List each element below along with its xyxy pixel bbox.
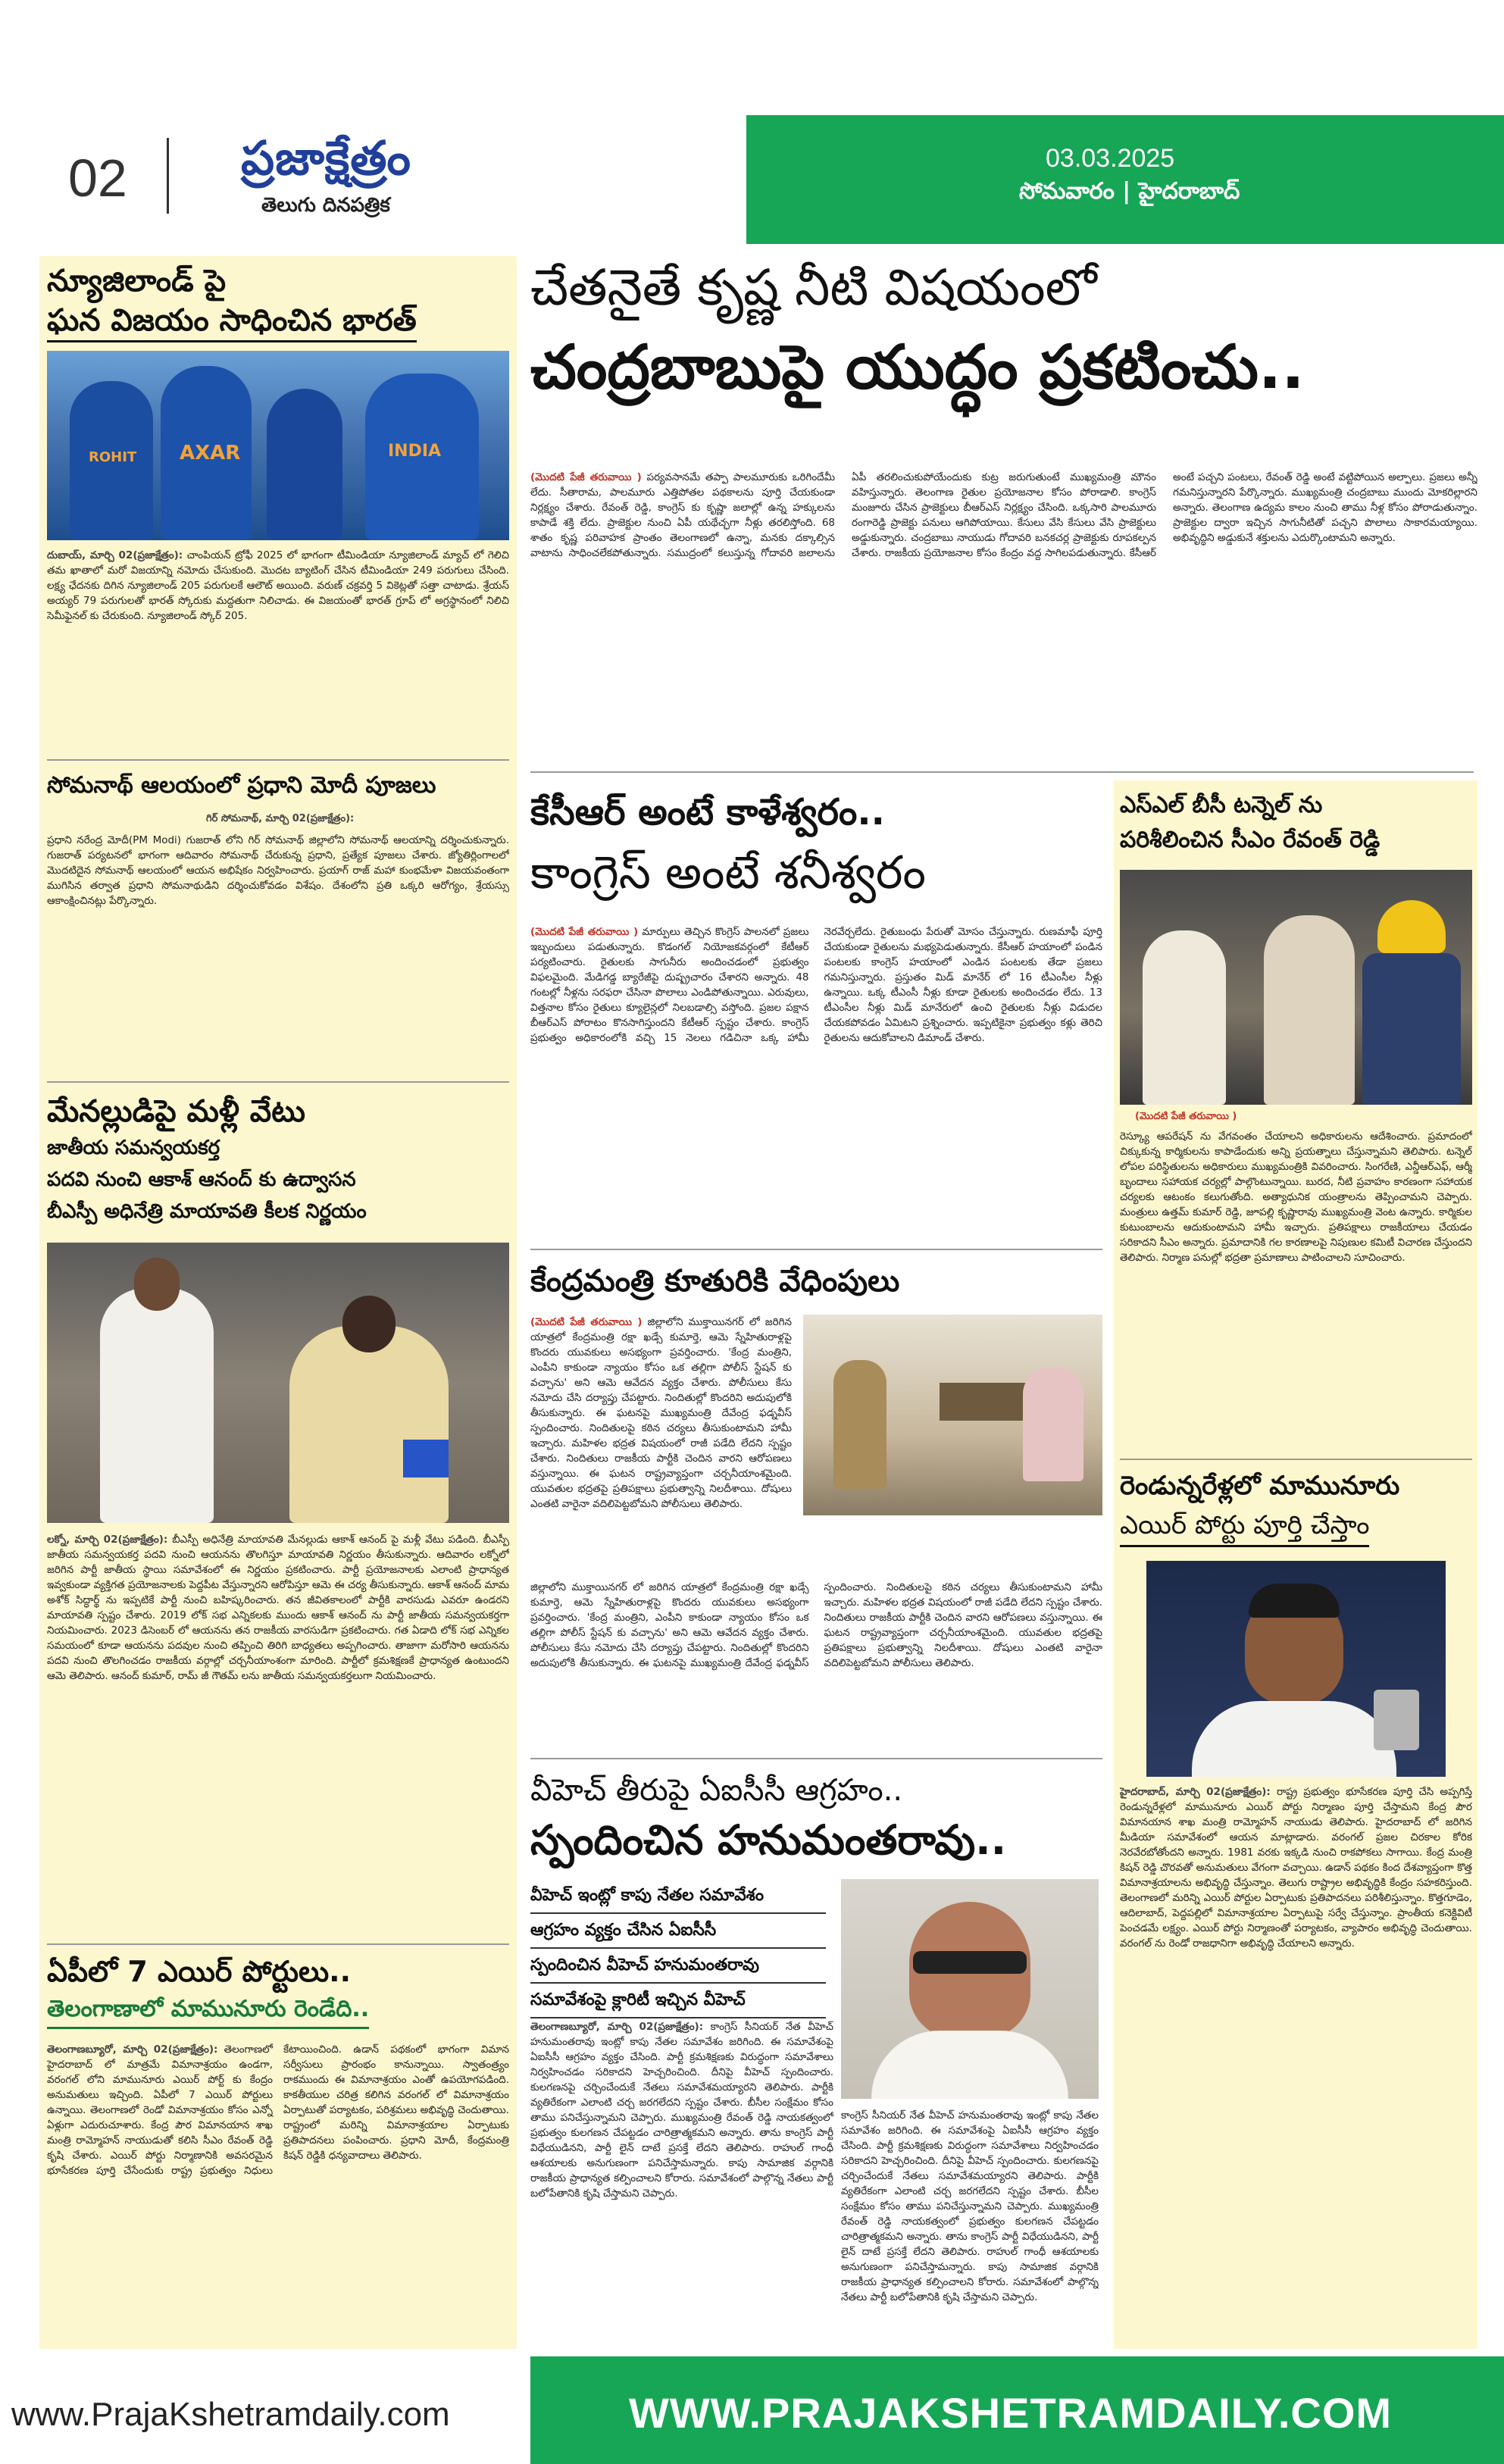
divider <box>47 1943 509 1945</box>
vh-body <box>530 2019 833 2341</box>
minister-body-text-cont: జిల్లాలోని ముక్తాయినగర్ లో జరిగిన యాత్రలో కేంద్రమంత్రి రక్షా ఖడ్సే కుమార్తె, ఆమె స్నేహితురాళ్లపై కొందరు యువకులు అసభ్యంగా ప్రవర్తించారు. 'కేంద్ర మంత్రిని, ఎంపీని కాకుండా న్యాయం కోసం ఒక తల్లిగా పోలీస్ స్టేషన్ కు వచ్చాను' అని ఆమె ఆవేదన వ్యక్తం చేశారు. పోలీసులు కేసు నమోదు చేసి దర్యాప్తు చేపట్టారు. నిందితుల్లో కొందరిని అదుపులోకి తీసుకున్నారు. ఈ ఘటనపై ముఖ్యమంత్రి దేవేంద్ర ఫడ్నవీస్ స్పందించారు. నిందితులపై కఠిన చర్యలు తీసుకుంటామని హామీ ఇచ్చారు. మహిళల భద్రత విషయంలో రాజీ పడేది లేదని స్పష్టం చేశారు. నిందితులు రాజకీయ పార్టీకి చెందిన వారని ఆరోపణలు వస్తున్నాయి. ఈ ఘటన రాష్ట్రవ్యాప్తంగా చర్చనీయాంశమైంది. యువతుల భద్రతపై ప్రతిపక్షాలు ప్రభుత్వాన్ని నిలదీశాయి. దోషులు ఎంతటి వారైనా వదిలిపెట్టబోమని పోలీసులు తెలిపారు. <box>530 1581 1102 1669</box>
story-ap-airports <box>47 1951 509 2345</box>
lead-story <box>523 250 1481 765</box>
lead-credit: (మొదటి పేజీ తరువాయి ) <box>530 471 642 483</box>
jersey-text-rohit: ROHIT <box>89 449 137 465</box>
kaleshwaram-body-text: మార్పులు తెచ్చిన కొంగ్రెస్ పాలనలో ప్రజలు ఇబ్బందులు పడుతున్నారు. కొడంగల్ నియోజకవర్గంలో కేటీఆర్ పర్యటించారు. రైతులకు సాగునీరు అందించడంలో ప్రభుత్వం విఫలమైంది. మేడిగడ్డ బ్యారేజీపై దుష్ప్రచారం చేశారని అన్నారు. 48 గంటల్లో నీళ్లను సరఫరా చేసినా పొలాలు ఎండిపోతున్నాయి. ఎరువులు, విత్తనాల కోసం రైతులు క్యూలైన్లలో నిలబడాల్సి వస్తోంది. ప్రజల పక్షాన బీఆర్ఎస్ పోరాటం కొనసాగిస్తుందని కేటీఆర్ స్పష్టం చేశారు. కాంగ్రెస్ ప్రభుత్వం అధికారంలోకి వచ్చి 15 నెలలు గడిచినా ఒక్క హామీ నెరవేర్చలేదు. రైతుబంధు పేరుతో మోసం చేస్తున్నారు. రుణమాఫీ పూర్తి చేయకుండా రైతులను మభ్యపెడుతున్నారు. కేసీఆర్ హయాంలో పండిన పంటలకు కాంగ్రెస్ హయాంలో ఎండిన పంటలకు తేడా ప్రజలు గమనిస్తున్నారు. ప్రస్తుతం మిడ్ మానేర్ లో 16 టీఎంసీల నీళ్లు ఉన్నాయి. ఒక్క టీఎంసీ నీళ్లు కూడా రైతులకు అందించడం లేదు. 13 టీఎంసీల నీళ్లు మిడ్ మానేరులో ఉంచి రైతులకు నీళ్లు విడుదల చేయకపోవడం ఏమిటని ప్రశ్నించారు. ఇప్పటికైనా ప్రభుత్వం కళ్లు తెరిచి రైతులను ఆదుకోవాలని డిమాండ్ చేశారు. <box>530 926 1102 1044</box>
story-nz <box>47 261 509 754</box>
mamunuru-headline-1: రెండున్నరేళ్లలో మామునూరు <box>1120 1471 1400 1501</box>
pm-headline: సోమనాథ్ ఆలయంలో ప్రధాని మోదీ పూజలు <box>47 772 436 799</box>
masthead <box>0 0 1504 244</box>
mayawati-headline-1: మేనల్లుడిపై మళ్లీ వేటు <box>47 1094 305 1129</box>
paper-tagline: తెలుగు దినపత్రిక <box>261 194 390 217</box>
story-slbc <box>1120 788 1472 1455</box>
story-vh <box>523 1765 1106 2349</box>
mayawati-body <box>47 1532 509 1934</box>
vh-subheads <box>530 1879 826 2018</box>
vh-headline-1: వీహెచ్ తీరుపై ఏఐసీసీ ఆగ్రహం.. <box>530 1773 903 1808</box>
story-mamunuru <box>1120 1466 1472 2345</box>
mayawati-body-text: బీఎస్పీ అధినేత్రి మాయావతి మేనల్లుడు ఆకాశ్ ఆనంద్ పై మళ్లీ వేటు పడింది. బీఎస్పీ జాతీయ సమన్వయకర్త పదవి నుంచి ఆయనను తొలగిస్తూ మాయావతి నిర్ణయం తీసుకున్నారు. ఆదివారం లక్నోలో జరిగిన పార్టీ జాతీయ స్థాయి సమావేశంలో ఈ నిర్ణయం ప్రకటించారు. పార్టీ ప్రయోజనాలకు ఎలాంటి ప్రాధాన్యత ఇవ్వకుండా వ్యక్తిగత ప్రయోజనాలకు పెద్దపీట వేస్తున్నారని ఆరోపిస్తూ ఆమె ఈ చర్య తీసుకున్నారు. ఆకాశ్ ఆనంద్ మామ అశోక్ సిద్ధార్థ్ ను ఇప్పటికే పార్టీ నుంచి బహిష్కరించారు. తన జీవితకాలంలో పార్టీకి వారసుడు ఎవరూ ఉండరని మాయావతి స్పష్టం చేశారు. 2019 లోక్ సభ ఎన్నికలకు ముందు ఆకాశ్ ఆనంద్ ను పార్టీ జాతీయ సమన్వయకర్తగా నియమించారు. 2023 డిసెంబర్ లో ఆయనను తన రాజకీయ వారసుడిగా ప్రకటించారు. గత ఏడాది లోక్ సభ ఎన్నికల సమయంలో కూడా ఆయనను పదవుల నుంచి తప్పించి తిరిగి బాధ్యతలు అప్పగించారు. తాజాగా మరోసారి ఆయనను పదవి నుంచి తొలగించడం రాజకీయ వర్గాల్లో చర్చనీయాంశంగా మారింది. పార్టీలో క్రమశిక్షణకే ప్రాధాన్యత ఉంటుందని ఆమె తెలిపారు. ఆనంద్ కుమార్, రామ్ జీ గౌతమ్ లను జాతీయ సమన్వయకర్తలుగా నియమించారు. <box>47 1534 509 1682</box>
story-pm <box>47 769 509 1076</box>
story-kaleshwaram <box>523 780 1106 1243</box>
paper-logo: ప్రజాక్షేత్రం <box>241 130 411 186</box>
nz-body <box>47 548 509 746</box>
vh-body-text-cont: కాంగ్రెస్ సీనియర్ నేత వీహెచ్ హనుమంతరావు ఇంట్లో కాపు నేతల సమావేశం జరిగింది. ఈ సమావేశంపై ఏఐసీసీ ఆగ్రహం వ్యక్తం చేసింది. పార్టీ క్రమశిక్షణకు విరుద్ధంగా సమావేశాలు నిర్వహించడం సరికాదని హెచ్చరించింది. దీనిపై వీహెచ్ స్పందించారు. కులగణనపై చర్చించేందుకే నేతలు సమావేశమయ్యారని తెలిపారు. పార్టీకి వ్యతిరేకంగా ఎలాంటి చర్చ జరగలేదని స్పష్టం చేశారు. బీసీల సంక్షేమం కోసం తాము పనిచేస్తున్నామని చెప్పారు. ముఖ్యమంత్రి రేవంత్ రెడ్డి నాయకత్వంలో ప్రభుత్వం కులగణన చేపట్టడం చారిత్రాత్మకమని అన్నారు. తాను కాంగ్రెస్ పార్టీ విధేయుడినని, పార్టీ లైన్ దాటే ప్రసక్తే లేదని తెలిపారు. రాహుల్ గాంధీ ఆశయాలకు అనుగుణంగా పనిచేస్తామన్నారు. కాపు సామాజిక వర్గానికి రాజకీయ ప్రాధాన్యత కల్పించాలని కోరారు. సమావేశంలో పాల్గొన్న నేతలు పార్టీ బలోపేతానికి కృషి చేస్తామని చెప్పారు. <box>841 2109 1099 2303</box>
footer-website-big[interactable]: WWW.PRAJAKSHETRAMDAILY.COM <box>629 2389 1393 2437</box>
mamunuru-body-text: రాష్ట్ర ప్రభుత్వం భూసేకరణ పూర్తి చేసి అప్పగిస్తే రెండున్నరేళ్లలో మామునూరు ఎయిర్ పోర్టు నిర్మాణం పూర్తి చేస్తామని కేంద్ర పౌర విమానయాన శాఖ మంత్రి రామ్మోహన్ నాయుడు తెలిపారు. హైదరాబాద్ లో జరిగిన మీడియా సమావేశంలో ఆయన మాట్లాడారు. వరంగల్ ప్రజల చిరకాల కోరిక నెరవేరబోతోందని అన్నారు. 1981 వరకు ఇక్కడి నుంచి రాకపోకలు సాగాయి. కేంద్ర మంత్రి కిషన్ రెడ్డి చొరవతో అనుమతులు వేగంగా వచ్చాయి. ఉడాన్ పథకం కింద దేశవ్యాప్తంగా కొత్త విమానాశ్రయాలను అభివృద్ధి చేస్తున్నాం. తెలుగు రాష్ట్రాల అభివృద్ధికి కేంద్రం సహకరిస్తుంది. తెలంగాణలో మరిన్ని ఎయిర్ పోర్టుల ఏర్పాటుకు ప్రతిపాదనలు పరిశీలిస్తున్నాం. కొత్తగూడెం, ఆదిలాబాద్, పెద్దపల్లిలో విమానాశ్రయాల ఏర్పాటుపై సర్వే చేస్తున్నాం. ప్రాంతీయ కనెక్టివిటీ పెంచడమే లక్ష్యం. ఎయిర్ పోర్టు నిర్మాణంతో పర్యాటకం, వ్యాపారం అభివృద్ధి చెందుతాయి. వరంగల్ ను రెండో రాజధానిగా అభివృద్ధి చేయాలని అన్నారు. <box>1120 1786 1472 1950</box>
lead-headline-1: చేతనైతే కృష్ణ నీటి విషయంలో <box>530 258 1097 317</box>
ap-body-text: తెలంగాణలో హైదరాబాద్ లో మాత్రమే విమానాశ్రయం ఉండగా, వరంగల్ లోని మామునూరు ఎయిర్ పోర్ట్ కు కేంద్రం అనుమతులు ఇచ్చింది. ఏపీలో 7 ఎయిర్ పోర్టులు ఉన్నాయి. తెలంగాణలో రెండో విమానాశ్రయం కోసం ఎన్నో ఏళ్లుగా ఎదురుచూశారు. కేంద్ర పౌర విమానయాన శాఖ మంత్రి రామ్మోహన్ నాయుడుతో కలిసి సీఎం రేవంత్ రెడ్డి కృషి చేశారు. ఎయిర్ పోర్టు నిర్మాణానికి అవసరమైన భూసేకరణ పూర్తి చేసేందుకు రాష్ట్ర ప్రభుత్వం నిధులు కేటాయించింది. ఉడాన్ పథకంలో భాగంగా విమాన సర్వీసులు ప్రారంభం కానున్నాయి. స్వాతంత్ర్యం రాకముందు ఈ విమానాశ్రయం ఎంతో ఉపయోగపడింది. కాకతీయుల చరిత్ర కలిగిన వరంగల్ లో విమానాశ్రయం ఏర్పాటుతో పర్యాటకం, పరిశ్రమలు అభివృద్ధి చెందుతాయి. రాష్ట్రంలో మరిన్ని విమానాశ్రయాల ఏర్పాటుకు ప్రతిపాదనలు పంపించారు. ప్రధాని మోదీ, కేంద్రమంత్రి కిషన్ రెడ్డికి ధన్యవాదాలు తెలిపారు. <box>47 2043 509 2177</box>
slbc-headline-2: పరిశీలించిన సీఎం రేవంత్ రెడ్డి <box>1120 827 1380 853</box>
pm-body: ప్రధాని నరేంద్ర మోదీ(PM Modi) గుజరాత్ లోని గిర్ సోమనాథ్ జిల్లాలోని సోమనాథ్ ఆలయాన్ని దర్శించుకున్నారు. గుజరాత్ పర్యటనలో భాగంగా ఆదివారం సోమనాథ్ చేరుకున్న ప్రధాని, ప్రత్యేక పూజలు చేశారు. జ్యోతిర్లింగాలలో మొదటిదైన సోమనాథ్ ఆలయంలో ఆయన అభిషేకం నిర్వహించారు. ప్రయాగ్ రాజ్ మహా కుంభమేళా విజయవంతంగా ముగిసిన తర్వాత ప్రధాని సోమనాథుడిని దర్శించుకోవడం విశేషం. దేశంలోని ప్రతి ఒక్కరి ఆరోగ్యం, శ్రేయస్సు ఆకాంక్షించినట్లు పేర్కొన్నారు. <box>47 834 509 907</box>
divider <box>1120 1459 1472 1460</box>
ap-dateline: తెలంగాణబ్యూరో, మార్చి 02(ప్రజాక్షేత్రం): <box>47 2043 218 2056</box>
lead-body-text: పర్యవసానమే తప్పా పాలమూరుకు ఒరిగిందేమీ లేదు. సీతారామ, పాలమూరు ఎత్తిపోతల పథకాలను పూర్తి చేయకుండా నిర్లక్ష్యం చేశారు. రేవంత్ రెడ్డి, కాంగ్రెస్ కు కృష్ణా జలాల్లో ఉన్న హక్కులను కాపాడే శక్తి లేదు. ప్రాజెక్టుల నుంచి ఏపీ యథేచ్ఛగా నీళ్లు తరలిస్తోంది. 68 శాతం కృష్ణ పరివాహక ప్రాంతం తెలంగాణలో ఉన్నా, మనకు దక్కాల్సిన వాటాను సాధించలేకపోతున్నారు. సముద్రంలో కలుస్తున్న గోదావరి జలాలను ఏపీ తరలించుకుపోయేందుకు కుట్ర జరుగుతుంటే ముఖ్యమంత్రి మౌనం వహిస్తున్నారు. తెలంగాణ రైతుల ప్రయోజనాల కోసం పోరాడాలి. కాంగ్రెస్ మంజూరు చేసిన ప్రాజెక్టులు బీఆర్ఎస్ నిర్లక్ష్యం చేసింది. ఒక్కసారి పాలమూరు రంగారెడ్డి ప్రాజెక్టు పనులు ఆగిపోయాయి. కేసులు వేసి కేసులు వేసి ప్రాజెక్టులు అడ్డుకున్నారు. చంద్రబాబు నాయుడు గోదావరి బనకచర్ల ప్రాజెక్టుకు రూపకల్పన చేశారు. రాజకీయ ప్రయోజనాల కోసం కేంద్రం వద్ద సాగిలపడుతున్నారు. కేసీఆర్ అంటే పచ్చని పంటలు, రేవంత్ రెడ్డి అంటే వట్టిపోయిన అల్పాలు. ప్రజలు అన్నీ గమనిస్తున్నారని పేర్కొన్నారు. ముఖ్యమంత్రి చంద్రబాబు ముందు మోకరిల్లారని అన్నారు. తెలంగాణ ఉద్యమ కాలం నుంచి తాము నీళ్ల కోసం పోరాడుతున్నాం. ప్రాజెక్టుల ద్వారా ఇచ్చిన సాగునీటితో పచ్చని పొలాలు సాకారమయ్యాయి. అభివృద్ధిని అడ్డుకునే శక్తులను ఎదుర్కొంటామని అన్నారు. <box>530 471 1477 559</box>
divider <box>47 1081 509 1083</box>
slbc-headline-1: ఎస్ఎల్ బీసీ టన్నెల్ ను <box>1120 792 1323 818</box>
story-mayawati <box>47 1091 509 1940</box>
vh-body-text: కాంగ్రెస్ సీనియర్ నేత వీహెచ్ హనుమంతరావు ఇంట్లో కాపు నేతల సమావేశం జరిగింది. ఈ సమావేశంపై ఏఐసీసీ ఆగ్రహం వ్యక్తం చేసింది. పార్టీ క్రమశిక్షణకు విరుద్ధంగా సమావేశాలు నిర్వహించడం సరికాదని హెచ్చరించింది. దీనిపై వీహెచ్ స్పందించారు. కులగణనపై చర్చించేందుకే నేతలు సమావేశమయ్యారని తెలిపారు. పార్టీకి వ్యతిరేకంగా ఎలాంటి చర్చ జరగలేదని స్పష్టం చేశారు. బీసీల సంక్షేమం కోసం తాము పనిచేస్తున్నామని చెప్పారు. ముఖ్యమంత్రి రేవంత్ రెడ్డి నాయకత్వంలో ప్రభుత్వం కులగణన చేపట్టడం చారిత్రాత్మకమని అన్నారు. తాను కాంగ్రెస్ పార్టీ విధేయుడినని, పార్టీ లైన్ దాటే ప్రసక్తే లేదని తెలిపారు. రాహుల్ గాంధీ ఆశయాలకు అనుగుణంగా పనిచేస్తామన్నారు. కాపు సామాజిక వర్గానికి రాజకీయ ప్రాధాన్యత కల్పించాలని కోరారు. సమావేశంలో పాల్గొన్న నేతలు పార్టీ బలోపేతానికి కృషి చేస్తామని చెప్పారు. <box>530 2021 833 2200</box>
vh-body-right <box>841 2108 1099 2341</box>
masthead-divider <box>167 138 169 214</box>
ap-body <box>47 2042 509 2337</box>
story-minister <box>523 1254 1106 1754</box>
ap-headline-1: ఏపీలో 7 ఎయిర్ పోర్టులు.. <box>47 1955 352 1988</box>
minister-body-bottom <box>530 1580 1102 1750</box>
jersey-text-india: INDIA <box>388 442 442 461</box>
masthead-date: 03.03.2025 <box>1046 144 1175 173</box>
divider <box>47 759 509 761</box>
vh-subhead-1: వీహెచ్ ఇంట్లో కాపు నేతల సమావేశం <box>530 1879 826 1914</box>
lead-body <box>530 470 1477 758</box>
police-station-photo <box>803 1315 1102 1515</box>
kaleshwaram-headline-2: కాంగ్రెస్ అంటే శనీశ్వరం <box>530 846 926 899</box>
vh-dateline: తెలంగాణబ్యూరో, మార్చి 02(ప్రజాక్షేత్రం): <box>530 2021 704 2033</box>
nz-dateline: దుబాయ్, మార్చి 02(ప్రజాక్షేత్రం): <box>47 549 183 561</box>
jersey-text-axar: AXAR <box>180 442 241 464</box>
vh-subhead-4: సమావేశంపై క్లారిటీ ఇచ్చిన వీహెచ్ <box>530 1984 826 2018</box>
divider <box>530 1758 1102 1759</box>
vh-subhead-2: ఆగ్రహం వ్యక్తం చేసిన ఏఐసీసీ <box>530 1914 826 1949</box>
kaleshwaram-body <box>530 924 1102 1235</box>
mayawati-photo <box>47 1243 509 1523</box>
nz-headline-1: న్యూజిలాండ్ పై <box>47 264 227 299</box>
mayawati-headline-4: బీఎస్పీ అధినేత్రి మాయావతి కీలక నిర్ణయం <box>47 1200 367 1223</box>
kaleshwaram-headline-1: కేసీఆర్ అంటే కాళేశ్వరం.. <box>530 791 885 833</box>
mayawati-dateline: లక్నో, మార్చి 02(ప్రజాక్షేత్రం): <box>47 1534 168 1546</box>
ap-headline-2: తెలంగాణాలో మామునూరు రెండేది.. <box>47 1992 369 2029</box>
ram-mohan-photo <box>1146 1561 1446 1777</box>
mamunuru-headline-2: ఎయిర్ పోర్టు పూర్తి చేస్తాం <box>1120 1506 1369 1547</box>
masthead-day-place: సోమవారం | హైదరాబాద్ <box>1019 178 1240 205</box>
pm-dateline: గిర్ సోమనాథ్, మార్చి 02(ప్రజాక్షేత్రం): <box>206 813 355 824</box>
minister-body-text: జిల్లాలోని ముక్తాయినగర్ లో జరిగిన యాత్రలో కేంద్రమంత్రి రక్షా ఖడ్సే కుమార్తె, ఆమె స్నేహితురాళ్లపై కొందరు యువకులు అసభ్యంగా ప్రవర్తించారు. 'కేంద్ర మంత్రిని, ఎంపీని కాకుండా న్యాయం కోసం ఒక తల్లిగా పోలీస్ స్టేషన్ కు వచ్చాను' అని ఆమె ఆవేదన వ్యక్తం చేశారు. పోలీసులు కేసు నమోదు చేసి దర్యాప్తు చేపట్టారు. నిందితుల్లో కొందరిని అదుపులోకి తీసుకున్నారు. ఈ ఘటనపై ముఖ్యమంత్రి దేవేంద్ర ఫడ్నవీస్ స్పందించారు. నిందితులపై కఠిన చర్యలు తీసుకుంటామని హామీ ఇచ్చారు. మహిళల భద్రత విషయంలో రాజీ పడేది లేదని స్పష్టం చేశారు. నిందితులు రాజకీయ పార్టీకి చెందిన వారని ఆరోపణలు వస్తున్నాయి. ఈ ఘటన రాష్ట్రవ్యాప్తంగా చర్చనీయాంశమైంది. యువతుల భద్రతపై ప్రతిపక్షాలు ప్రభుత్వాన్ని నిలదీశాయి. దోషులు ఎంతటి వారైనా వదిలిపెట్టబోమని పోలీసులు తెలిపారు. <box>530 1316 792 1510</box>
footer <box>0 2356 1504 2464</box>
minister-headline: కేంద్రమంత్రి కూతురికి వేధింపులు <box>530 1264 900 1299</box>
vh-subhead-3: స్పందించిన వీహెచ్ హనుమంతరావు <box>530 1949 826 1984</box>
vh-headline-2: స్పందించిన హనుమంతరావు.. <box>530 1816 1007 1864</box>
minister-body-top <box>530 1315 792 1572</box>
slbc-credit: (మొదటి పేజీ తరువాయి ) <box>1135 1111 1237 1122</box>
divider <box>530 1249 1102 1250</box>
mayawati-headline-2: జాతీయ సమన్వయకర్త <box>47 1137 220 1159</box>
mamunuru-body <box>1120 1784 1472 2337</box>
mamunuru-dateline: హైదరాబాద్, మార్చి 02(ప్రజాక్షేత్రం): <box>1120 1786 1271 1798</box>
slbc-photo <box>1120 870 1472 1105</box>
slbc-body: రెస్క్యూ ఆపరేషన్ ను వేగవంతం చేయాలని అధికారులను ఆదేశించారు. ప్రమాదంలో చిక్కుకున్న కార్మికులను కాపాడేందుకు అన్ని ప్రయత్నాలు చేస్తున్నామని తెలిపారు. టన్నెల్ లోపల పరిస్థితులను అధికారులు ముఖ్యమంత్రికి వివరించారు. సింగరేణి, ఎన్డీఆర్ఎఫ్, ఆర్మీ బృందాలు సహాయక చర్యల్లో పాల్గొంటున్నాయి. బురద, నీటి ప్రవాహం కారణంగా సహాయక చర్యలకు ఆటంకం కలుగుతోంది. అత్యాధునిక యంత్రాలను తెప్పించామని చెప్పారు. మంత్రులు ఉత్తమ్ కుమార్ రెడ్డి, జూపల్లి కృష్ణారావు ముఖ్యమంత్రి వెంట ఉన్నారు. కార్మికుల కుటుంబాలను ఆదుకుంటామని హామీ ఇచ్చారు. ప్రతిపక్షాలు రాజకీయాలు చేయడం సరికాదని సీఎం అన్నారు. ప్రమాదానికి గల కారణాలపై నిపుణుల కమిటీ విచారణ చేస్తుందని తెలిపారు. నిర్మాణ పనుల్లో భద్రతా ప్రమాణాలు పాటించాలని సూచించారు. <box>1120 1130 1472 1264</box>
vh-photo <box>841 1879 1099 2099</box>
mayawati-headline-3: పదవి నుంచి ఆకాశ్ ఆనంద్ కు ఉద్వాసన <box>47 1168 356 1191</box>
kaleshwaram-credit: (మొదటి పేజీ తరువాయి ) <box>530 926 639 938</box>
cricket-photo <box>47 351 509 540</box>
lead-headline-2: చంద్రబాబుపై యుద్ధం ప్రకటించు.. <box>530 332 1305 402</box>
divider <box>530 771 1474 773</box>
footer-website-small[interactable]: www.PrajaKshetramdaily.com <box>11 2396 450 2433</box>
minister-credit: (మొదటి పేజీ తరువాయి ) <box>530 1316 643 1328</box>
page-number: 02 <box>68 149 127 208</box>
nz-headline-2: ఘన విజయం సాధించిన భారత్ <box>47 301 417 342</box>
nz-body-text: చాంపియన్ ట్రోఫీ 2025 లో భాగంగా టీమిండియా న్యూజిలాండ్ మ్యాచ్ లో గెలిచి తమ ఖాతాలో మరో విజయాన్ని నమోదు చేసుకుంది. మొదట బ్యాటింగ్ చేసిన టీమిండియా 249 పరుగులు చేసింది. లక్ష్య ఛేదనకు దిగిన న్యూజిలాండ్ 205 పరుగులకే ఆలౌట్ అయింది. వరుణ్ చక్రవర్తి 5 వికెట్లతో సత్తా చాటాడు. శ్రేయస్ అయ్యర్ 79 పరుగులతో భారత్ స్కోరుకు మద్దతుగా నిలిచాడు. ఈ విజయంతో భారత్ గ్రూప్ లో అగ్రస్థానంలో నిలిచి సెమీఫైనల్ కు చేరుకుంది. న్యూజిలాండ్ స్కోర్ 205. <box>47 549 509 622</box>
